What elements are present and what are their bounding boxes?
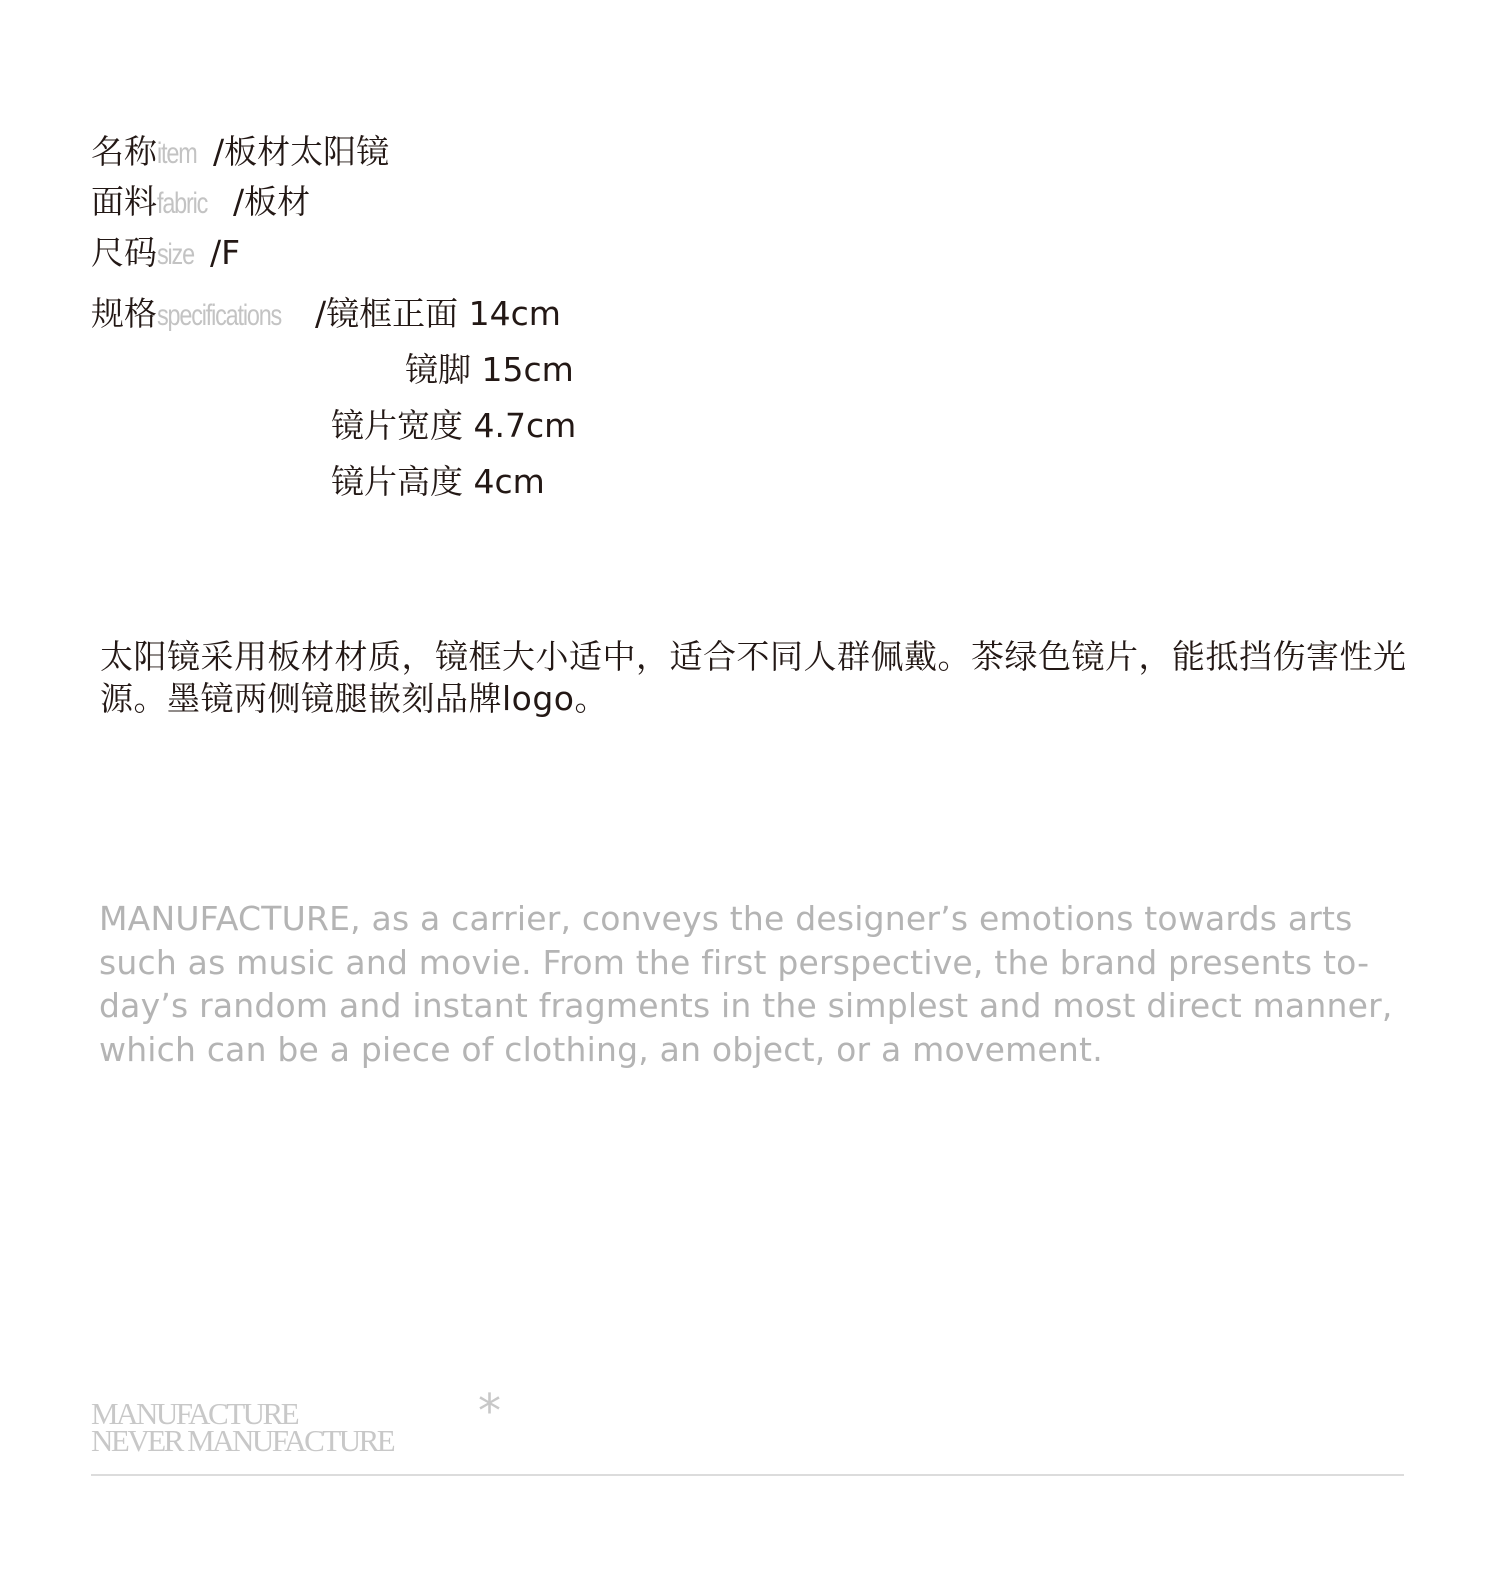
spec-specifications-row: [91, 292, 561, 336]
spec-name-label-cn: 名称: [91, 132, 157, 171]
spec-size-row: [91, 231, 240, 275]
spec-name-row: [91, 130, 389, 174]
spec-lens-height: 镜片高度 4cm: [331, 462, 545, 501]
description-en: MANUFACTURE, as a carrier, conveys the designer’s emotions towards arts such as music and movie. From the first perspective, the brand presents to-day’s random and instant fragments in the simplest and most direct manner, which can be a piece of clothing, an object, or a movement.: [99, 899, 1393, 1069]
brand-line-1: MANUFACTURE: [91, 1396, 298, 1431]
spec-name-value: /板材太阳镜: [213, 132, 390, 171]
spec-size-label-cn: 尺码: [91, 233, 157, 272]
spec-fabric-value: /板材: [233, 182, 311, 221]
brand-logo: [91, 1396, 394, 1458]
description-cn: 太阳镜采用板材材质，镜框大小适中，适合不同人群佩戴。茶绿色镜片，能抵挡伤害性光源。墨镜两侧镜腿嵌刻品牌logo。: [100, 637, 1407, 718]
spec-fabric-row: [91, 180, 310, 224]
spec-temple-length: 镜脚 15cm: [405, 350, 574, 389]
footer-divider: [91, 1474, 1404, 1476]
asterisk-icon: *: [478, 1384, 501, 1438]
spec-specifications-label-en: specifications: [157, 299, 282, 332]
spec-fabric-label-cn: 面料: [91, 182, 157, 221]
spec-specifications-value: /镜框正面 14cm: [315, 294, 561, 333]
spec-fabric-label-en: fabric: [157, 187, 208, 220]
spec-name-label-en: item: [157, 137, 197, 170]
brand-line-2: NEVER MANUFACTURE: [91, 1423, 394, 1458]
spec-size-label-en: size: [157, 238, 194, 271]
spec-size-value: /F: [210, 233, 241, 272]
spec-lens-width: 镜片宽度 4.7cm: [331, 406, 577, 445]
spec-specifications-label-cn: 规格: [91, 294, 157, 333]
